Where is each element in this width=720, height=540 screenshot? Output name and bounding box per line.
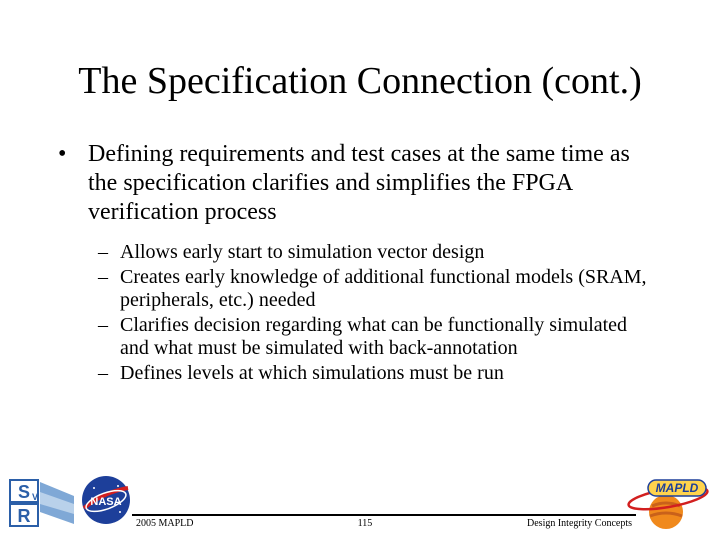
footer-left-text: 2005 MAPLD (136, 518, 194, 529)
sub-bullet-text: Creates early knowledge of additional functional models (SRAM, peripherals, etc.) needed (120, 266, 647, 311)
svg-text:R: R (17, 506, 31, 526)
mapld-logo (626, 470, 712, 537)
sub-bullet-item (58, 362, 658, 385)
bullet-list (58, 140, 658, 387)
sub-bullet-text: Clarifies decision regarding what can be functionally simulated and what must be simulated with back-annotation (120, 314, 628, 359)
dash-icon: – (98, 362, 108, 384)
dash-icon: – (98, 241, 108, 263)
sub-bullet-item (58, 314, 658, 360)
page-number: 115 (357, 518, 373, 529)
sub-bullet-item (58, 241, 658, 264)
svg-text:V: V (31, 492, 39, 502)
nasa-logo (80, 474, 132, 531)
svg-text:NASA: NASA (90, 496, 122, 508)
footer-rule (132, 514, 636, 516)
sub-bullet-text: Defines levels at which simulations must be run (120, 362, 504, 384)
sub-bullet-text: Allows early start to simulation vector design (120, 241, 485, 263)
bullet-item (58, 140, 658, 227)
bullet-text: Defining requirements and test cases at the same time as the specification clarifies and simplifies the FPGA verification process (88, 141, 630, 225)
sub-bullet-item (58, 266, 658, 312)
slide-title: The Specification Connection (cont.) (78, 60, 642, 102)
dash-icon: – (98, 266, 108, 288)
bullet-dot-icon: • (58, 141, 67, 167)
footer-right-text: Design Integrity Concepts (527, 518, 632, 529)
dash-icon: – (98, 314, 108, 336)
svg-text:MAPLD: MAPLD (655, 481, 699, 495)
svr-logo (8, 478, 76, 533)
svg-text:S: S (17, 482, 31, 502)
